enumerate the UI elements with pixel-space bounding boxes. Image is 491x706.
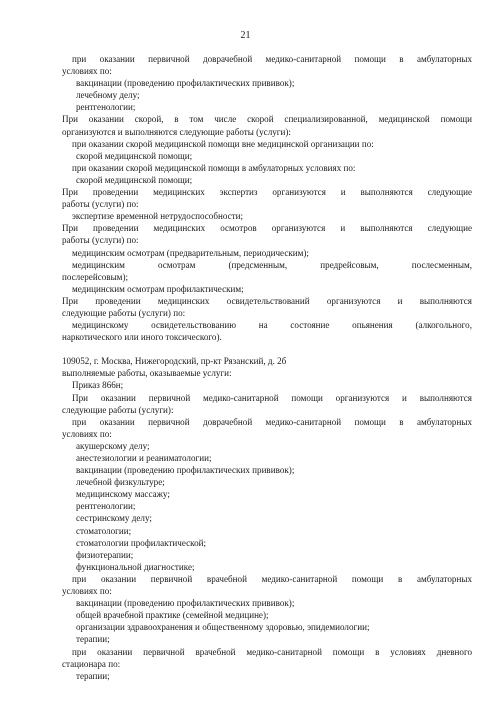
text-line: медицинским осмотрам (предсменным, предрейсовым, послесменным, bbox=[72, 259, 472, 270]
text-line: скорой медицинской помощи; bbox=[76, 174, 193, 185]
text-line: анестезиологии и реаниматологии; bbox=[76, 453, 212, 463]
text-line: при оказании скорой медицинской помощи вне медицинской организации по: bbox=[72, 138, 374, 149]
text-line: медицинским осмотрам профилактическим; bbox=[72, 283, 244, 294]
text-line: медицинскому массажу; bbox=[76, 489, 170, 500]
text-line: работы (услуги) по: bbox=[62, 199, 139, 210]
text-line: экспертизе временной нетрудоспособности; bbox=[72, 211, 244, 222]
text-line: медицинским осмотрам (предварительным, периодическим); bbox=[72, 247, 309, 258]
text-line: терапии; bbox=[76, 634, 110, 645]
text-line: терапии; bbox=[76, 670, 110, 681]
page-number: 21 bbox=[240, 30, 251, 41]
text-line: При проведении медицинских осмотров организуются и выполняются следующие bbox=[62, 223, 472, 234]
text-line: акушерскому делу; bbox=[76, 440, 150, 451]
text-line: При проведении медицинских освидетельствований организуются и выполняются bbox=[62, 295, 472, 306]
text-line: 109052, г. Москва, Нижегородский, пр-кт Рязанский, д. 2б bbox=[62, 356, 287, 367]
text-line: вакцинации (проведению профилактических прививок); bbox=[76, 78, 295, 89]
text-line: стоматологии профилактической; bbox=[76, 537, 207, 548]
text-line: При оказании скорой, в том числе скорой специализированной, медицинской помощи bbox=[62, 114, 472, 125]
text-line: стационара по: bbox=[62, 658, 121, 669]
text-line: при оказании первичной врачебной медико-санитарной помощи в условиях дневного bbox=[72, 646, 472, 657]
text-line: лечебной физкультуре; bbox=[76, 477, 165, 488]
text-line: работы (услуги) по: bbox=[62, 235, 139, 246]
text-line: наркотического или иного токсического). bbox=[62, 332, 222, 343]
text-line: организации здравоохранения и общественному здоровью, эпидемиологии; bbox=[76, 622, 370, 633]
text-line: условиях по: bbox=[62, 66, 112, 77]
text-line: при оказании первичной доврачебной медико-санитарной помощи в амбулаторных bbox=[72, 54, 472, 64]
text-line: следующие работы (услуги): bbox=[62, 404, 174, 415]
text-line: медицинскому освидетельствованию на состояние опьянения (алкогольного, bbox=[72, 320, 472, 331]
text-line: послерейсовым); bbox=[62, 271, 128, 282]
text-line: выполняемые работы, оказываемые услуги: bbox=[62, 368, 232, 379]
text-line: сестринскому делу; bbox=[76, 513, 152, 524]
text-line: Приказ 866н; bbox=[72, 380, 124, 391]
text-line: физиотерапии; bbox=[76, 549, 134, 560]
text-line: при оказании первичной доврачебной медико-санитарной помощи в амбулаторных bbox=[72, 416, 472, 427]
text-line: вакцинации (проведению профилактических прививок); bbox=[76, 598, 295, 609]
text-line: лечебному делу; bbox=[76, 90, 140, 101]
text-line: стоматологии; bbox=[76, 525, 132, 536]
document-body bbox=[62, 53, 472, 682]
text-line: При проведении медицинских экспертиз организуются и выполняются следующие bbox=[62, 187, 472, 198]
text-line: общей врачебной практике (семейной медицине); bbox=[76, 610, 269, 621]
text-line: условиях по: bbox=[62, 428, 112, 439]
text-line: условиях по: bbox=[62, 586, 112, 597]
text-line: при оказании скорой медицинской помощи в амбулаторных условиях по: bbox=[72, 162, 356, 173]
text-line: при оказании первичной врачебной медико-санитарной помощи в амбулаторных bbox=[72, 573, 472, 584]
license-works-section-1 bbox=[62, 53, 472, 343]
text-line: рентгенологии; bbox=[76, 501, 136, 512]
text-line: При оказании первичной медико-санитарной помощи организуются и выполняются bbox=[72, 392, 472, 403]
text-line: вакцинации (проведению профилактических прививок); bbox=[76, 465, 295, 476]
text-line: рентгенологии; bbox=[76, 102, 136, 113]
text-line: следующие работы (услуги) по: bbox=[62, 307, 186, 318]
license-works-section-2 bbox=[62, 355, 472, 682]
text-line: организуются и выполняются следующие работы (услуги): bbox=[62, 126, 291, 137]
text-line: функциональной диагностике; bbox=[76, 561, 195, 572]
text-line: скорой медицинской помощи; bbox=[76, 150, 193, 161]
